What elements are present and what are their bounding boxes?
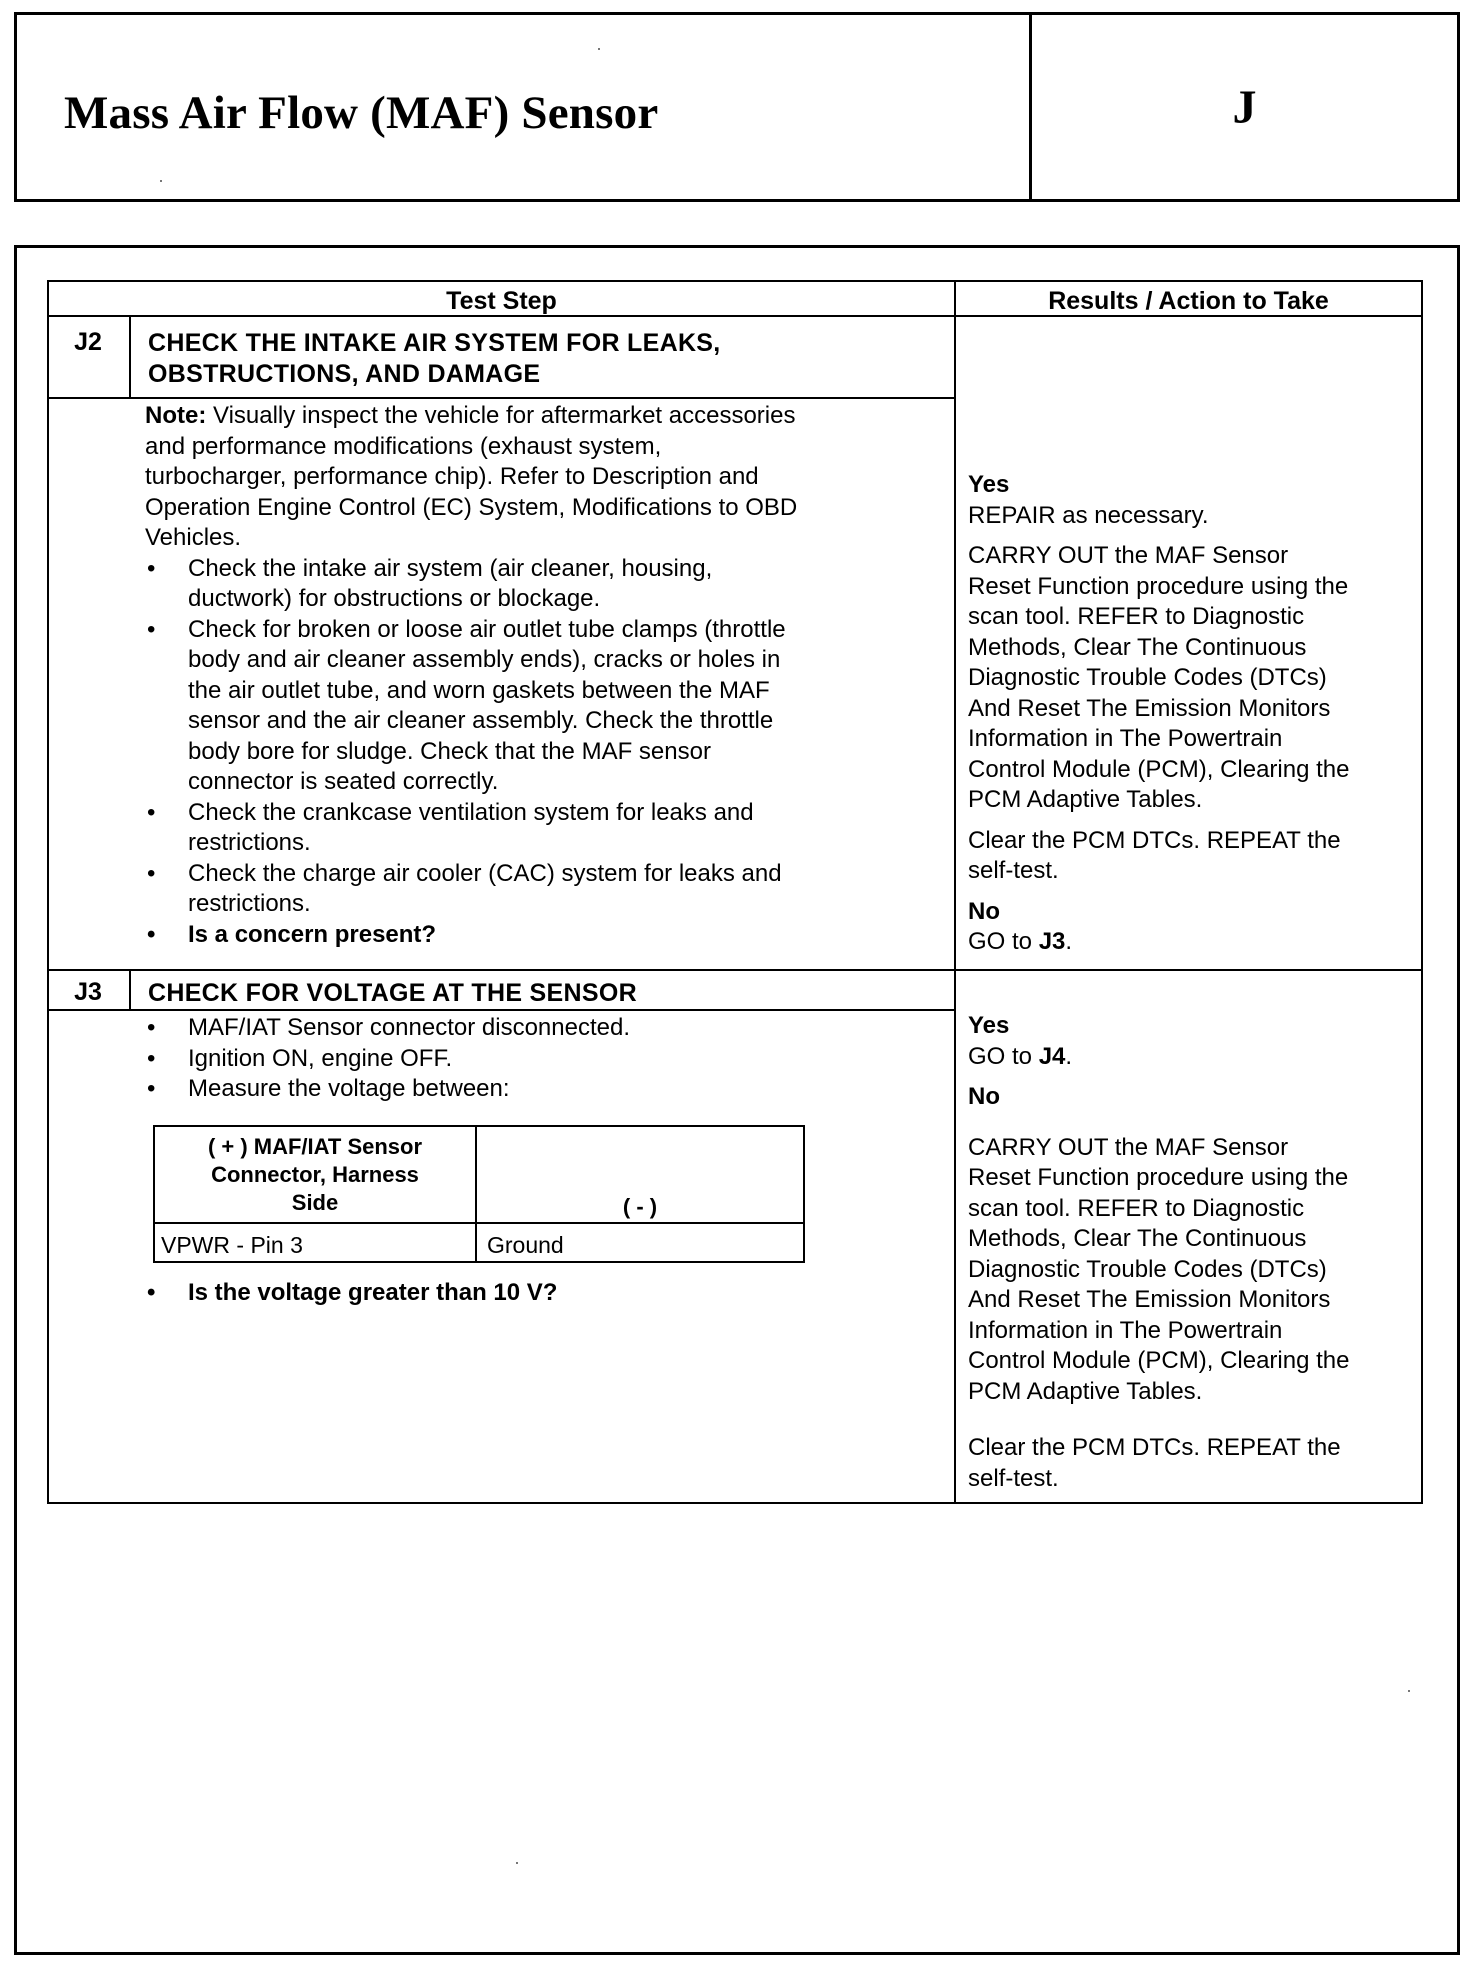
page-title: Mass Air Flow (MAF) Sensor — [64, 87, 659, 139]
question-item — [145, 920, 797, 951]
goto-suffix: . — [1065, 1042, 1073, 1070]
scan-speck — [598, 48, 600, 50]
j3-body — [145, 1013, 630, 1105]
list-item — [145, 798, 797, 859]
list-item-line: ductwork) for obstructions or blockage. — [188, 585, 601, 612]
question-text: • Is the voltage greater than 10 V? — [188, 1279, 558, 1306]
no-action-line: CARRY OUT the MAF Sensor — [968, 1133, 1289, 1161]
yes-action-line: Methods, Clear The Continuous — [968, 633, 1307, 661]
yes-action-line: PCM Adaptive Tables. — [968, 786, 1203, 813]
no-action-line: Clear the PCM DTCs. REPEAT the — [968, 1434, 1341, 1461]
list-item — [145, 859, 797, 920]
list-item-line: body bore for sludge. Check that the MAF sensor — [188, 737, 711, 765]
measurement-cell-negative: Ground — [487, 1232, 564, 1258]
list-item-line: restrictions. — [188, 829, 311, 856]
j3-checklist — [145, 1013, 630, 1105]
no-action-line: And Reset The Emission Monitors — [968, 1286, 1331, 1313]
yes-label: Yes — [968, 1012, 1010, 1039]
yes-action — [968, 1042, 1349, 1073]
yes-action-line: scan tool. REFER to Diagnostic — [968, 603, 1305, 630]
j2-note-line: turbocharger, performance chip). Refer to Description and — [145, 463, 759, 490]
scan-speck — [516, 1862, 518, 1864]
step-number-j3: J3 — [74, 978, 102, 1006]
j2-title-line — [49, 397, 955, 399]
pinpoint-test-letter: J — [1232, 80, 1257, 134]
page-header — [14, 12, 1460, 202]
column-divider — [954, 282, 956, 1502]
j2-body — [145, 401, 797, 950]
note-text: Visually inspect the vehicle for aftermarket accessories — [206, 402, 796, 429]
no-action-line: scan tool. REFER to Diagnostic — [968, 1194, 1305, 1222]
no-action — [968, 927, 1349, 958]
no-action-line: Methods, Clear The Continuous — [968, 1225, 1307, 1252]
measurement-header-negative: ( - ) — [622, 1194, 658, 1219]
header-line: Connector, Harness — [211, 1162, 419, 1187]
no-label: No — [968, 1083, 1000, 1110]
j2-note-line: and performance modifications (exhaust system, — [145, 432, 662, 460]
no-action-line: Diagnostic Trouble Codes (DTCs) — [968, 1255, 1327, 1283]
j2-j3-separator — [49, 969, 1421, 971]
header-test-step: Test Step — [446, 287, 557, 315]
measurement-table — [153, 1125, 805, 1263]
step-title-j2-line: OBSTRUCTIONS, AND DAMAGE — [148, 360, 541, 388]
step-title-j3: CHECK FOR VOLTAGE AT THE SENSOR — [148, 979, 637, 1007]
list-item — [145, 554, 797, 615]
list-item-line: the air outlet tube, and worn gaskets between the MAF — [188, 676, 770, 704]
yes-action-line: CARRY OUT the MAF Sensor — [968, 542, 1289, 569]
question-text: • Is a concern present? — [188, 920, 437, 948]
yes-action-line: self-test. — [968, 857, 1059, 884]
list-item-line: • Check the crankcase ventilation system for leaks and — [188, 798, 754, 826]
yes-action-line: Diagnostic Trouble Codes (DTCs) — [968, 664, 1327, 691]
goto-prefix: GO to — [968, 1042, 1039, 1070]
list-item-line: • MAF/IAT Sensor connector disconnected. — [188, 1014, 630, 1041]
step-number-divider-j2 — [129, 316, 131, 398]
j3-question-list — [145, 1278, 557, 1309]
yes-action-line: Clear the PCM DTCs. REPEAT the — [968, 826, 1341, 854]
goto-step-link[interactable]: J3 — [1038, 928, 1066, 955]
header-results-action: Results / Action to Take — [1048, 287, 1329, 315]
list-item-line: restrictions. — [188, 890, 311, 917]
step-title-j2-line: CHECK THE INTAKE AIR SYSTEM FOR LEAKS, — [148, 329, 721, 357]
yes-action: REPAIR as necessary. — [968, 501, 1209, 529]
scan-speck — [1408, 1690, 1410, 1692]
list-item-line: sensor and the air cleaner assembly. Check the throttle — [188, 707, 774, 734]
yes-label: Yes — [968, 471, 1010, 498]
list-item-line: • Check for broken or loose air outlet tube clamps (throttle — [188, 615, 786, 643]
j2-checklist — [145, 554, 797, 951]
j2-note-line: Vehicles. — [145, 524, 242, 551]
j2-note-line: Operation Engine Control (EC) System, Modifications to OBD — [145, 493, 798, 521]
header-line: ( + ) MAF/IAT Sensor — [207, 1134, 423, 1159]
list-item-line: • Check the charge air cooler (CAC) system for leaks and — [188, 859, 782, 887]
list-item — [145, 615, 797, 798]
list-item — [145, 1074, 630, 1105]
no-action-line: Control Module (PCM), Clearing the — [968, 1347, 1350, 1374]
j3-title-line — [49, 1009, 955, 1011]
measurement-header-positive — [155, 1133, 475, 1217]
step-number-divider-j3 — [129, 970, 131, 1010]
measurement-cell-positive: VPWR - Pin 3 — [161, 1232, 303, 1258]
no-action-line: self-test. — [968, 1464, 1059, 1492]
list-item-line: • Check the intake air system (air cleaner, housing, — [188, 554, 713, 582]
yes-action-line: And Reset The Emission Monitors — [968, 694, 1331, 722]
list-item-line: • Ignition ON, engine OFF. — [188, 1044, 453, 1072]
list-item — [145, 1013, 630, 1044]
no-action-line: Information in The Powertrain — [968, 1316, 1283, 1344]
goto-prefix: GO to — [968, 928, 1039, 955]
j3-question — [145, 1278, 557, 1309]
yes-action-line: Control Module (PCM), Clearing the — [968, 755, 1350, 783]
no-action-line: PCM Adaptive Tables. — [968, 1377, 1203, 1405]
list-item — [145, 1044, 630, 1075]
goto-suffix: . — [1065, 928, 1073, 955]
j2-note-line — [145, 401, 797, 432]
note-label: Note: — [145, 402, 207, 429]
j3-results — [968, 1011, 1349, 1494]
j2-results — [968, 470, 1349, 958]
list-item-line: body and air cleaner assembly ends), cracks or holes in — [188, 646, 781, 673]
goto-step-link[interactable]: J4 — [1038, 1042, 1066, 1070]
yes-action-line: Information in The Powertrain — [968, 725, 1283, 752]
list-item-line: connector is seated correctly. — [188, 768, 499, 795]
step-title-j2 — [148, 328, 721, 390]
step-number-j2: J2 — [74, 328, 102, 356]
question-item — [145, 1278, 557, 1309]
list-item-line: • Measure the voltage between: — [188, 1075, 510, 1102]
measurement-table-header-line — [155, 1222, 803, 1224]
yes-action-line: Reset Function procedure using the — [968, 572, 1349, 600]
no-action-line: Reset Function procedure using the — [968, 1164, 1349, 1191]
scan-speck — [160, 180, 162, 182]
header-line: Side — [291, 1190, 339, 1215]
no-label: No — [968, 897, 1000, 925]
